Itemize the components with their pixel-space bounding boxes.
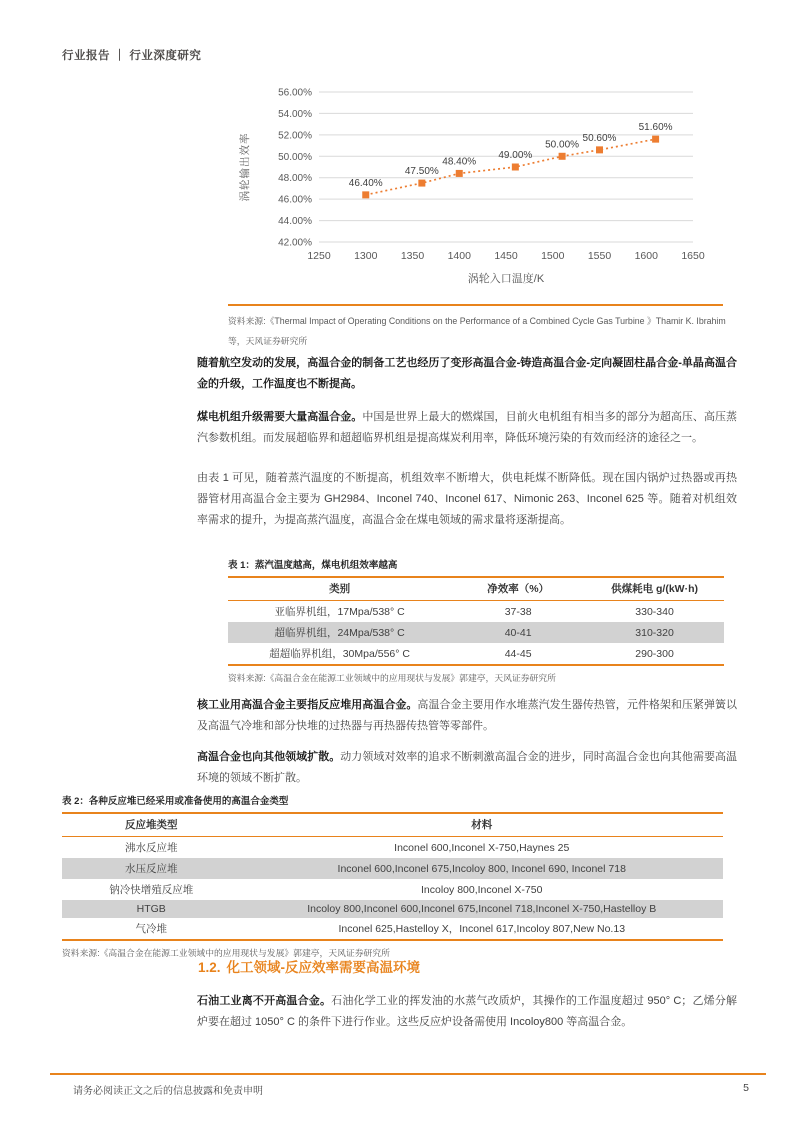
paragraph-petroleum [197, 991, 737, 1033]
paragraph-text: 石油化学工业的挥发油的水蒸气改质炉，其操作的工作温度超过 950° C；乙烯分解炉要在超过 1050° C 的条件下进行作业。这些反应炉设备需使用 Incoloy800 等高温合金。 [197, 995, 737, 1028]
table-2 [62, 812, 723, 941]
cell-category: 超超临界机组，30Mpa/556° C [269, 648, 410, 660]
data-label: 48.40% [442, 156, 477, 168]
data-label: 46.40% [348, 177, 383, 189]
y-tick-label: 56.00% [278, 87, 312, 99]
paragraph-steam-temperature [197, 468, 737, 531]
data-point-marker [362, 191, 369, 198]
x-axis-title: 涡轮入口温度/K [467, 273, 545, 285]
figure-source: 资料来源:《Thermal Impact of Operating Conditions on the Performance of a Combined Cycle Gas Turbine 》Thamir K. Ibrahim 等，天风证券研究所 [228, 316, 726, 346]
paragraph-lead: 煤电机组升级需要大量高温合金。 [197, 411, 363, 423]
data-label: 49.00% [498, 150, 533, 161]
y-tick-label: 54.00% [278, 108, 312, 120]
data-point-marker [596, 146, 603, 153]
cell-materials: Inconel 625,Hastelloy X，Inconel 617,Incoloy 807,New No.13 [338, 923, 626, 935]
table-1-source: 资料来源:《高温合金在能源工业领域中的应用现状与发展》郭建亭，天风证券研究所 [228, 673, 556, 683]
y-tick-label: 46.00% [278, 194, 312, 206]
paragraph-text: 由表 1 可见，随着蒸汽温度的不断提高，机组效率不断增大，供电耗煤不断降低。现在国内锅炉过热器或再热器管材用高温合金主要为 GH2984、Inconel 740、Inconel 617、Nimonic 263、Inconel 625 等。随着对机组效率需求的提升，为提高蒸汽温度，高温合金在煤电领域的需求量将逐渐提高。 [197, 472, 737, 526]
cell-materials: Inconel 600,Inconel X-750,Haynes 25 [394, 841, 570, 854]
section-heading-1-2 [198, 956, 420, 976]
table-row [62, 918, 723, 940]
y-tick-label: 48.00% [278, 173, 312, 185]
column-header: 净效率（%） [451, 577, 585, 601]
paragraph-nuclear [197, 695, 737, 737]
x-tick-label: 1650 [681, 250, 705, 262]
table-1-title: 表 1：蒸汽温度越高，煤电机组效率越高 [228, 560, 398, 571]
data-point-marker [559, 153, 566, 160]
table-row [62, 879, 723, 900]
y-tick-label: 50.00% [278, 151, 312, 163]
page-number: 5 [743, 1082, 749, 1094]
table-1-block [228, 557, 724, 684]
data-point-marker [652, 136, 659, 143]
x-tick-label: 1250 [307, 250, 331, 262]
x-tick-label: 1550 [587, 250, 612, 262]
data-point-marker [456, 170, 463, 177]
table-2-source: 资料来源:《高温合金在能源工业领域中的应用现状与发展》郭建亭，天风证券研究所 [62, 948, 390, 958]
data-label: 51.60% [638, 122, 673, 134]
paragraph-superalloy-process [197, 353, 737, 395]
column-header: 类别 [228, 577, 451, 601]
cell-coal-consumption: 330-340 [635, 605, 674, 618]
chart-svg [235, 84, 713, 299]
data-point-marker [418, 180, 425, 187]
page-header-title: 行业报告 ｜ 行业深度研究 [62, 50, 202, 62]
x-tick-label: 1400 [447, 250, 471, 262]
column-header: 供煤耗电 g/(kW·h) [585, 577, 724, 601]
x-tick-label: 1500 [541, 250, 565, 262]
paragraph-lead: 高温合金也向其他领域扩散。 [197, 751, 341, 763]
cell-materials: Incoloy 800,Inconel X-750 [421, 883, 543, 896]
paragraph-text: 随着航空发动的发展，高温合金的制备工艺也经历了变形高温合金-铸造高温合金-定向凝固柱晶合金-单晶高温合金的升级，工作温度也不断提高。 [197, 357, 737, 390]
section-title: 化工领域-反应效率需要高温环境 [226, 960, 421, 975]
cell-efficiency: 44-45 [504, 647, 532, 660]
cell-reactor-type: 沸水反应堆 [124, 842, 178, 854]
footer-divider [50, 1073, 766, 1075]
paragraph-coal-power [197, 407, 737, 449]
cell-coal-consumption: 310-320 [635, 626, 674, 639]
turbine-efficiency-chart [235, 84, 713, 299]
column-header: 材料 [240, 813, 723, 837]
section-number: 1.2. [198, 960, 221, 975]
table-row [228, 643, 724, 665]
cell-reactor-type: 钠冷快增殖反应堆 [109, 884, 194, 896]
paragraph-text: 中国是世界上最大的燃煤国，目前火电机组有相当多的部分为超高压、高压蒸汽参数机组。而发展超临界和超超临界机组是提高煤炭利用率，降低环境污染的有效而经济的途径之一。 [197, 411, 737, 444]
footer-disclaimer: 请务必阅读正文之后的信息披露和免责申明 [73, 1086, 263, 1097]
x-tick-label: 1350 [400, 250, 425, 262]
data-label: 47.50% [404, 166, 439, 178]
cell-reactor-type: 水压反应堆 [124, 863, 178, 875]
table-row [228, 601, 724, 623]
cell-materials: Inconel 600,Inconel 675,Incoloy 800, Inconel 690, Inconel 718 [337, 862, 626, 875]
table-row [62, 900, 723, 918]
paragraph-lead: 核工业用高温合金主要指反应堆用高温合金。 [197, 699, 418, 711]
y-tick-label: 52.00% [278, 130, 312, 142]
y-tick-label: 42.00% [278, 237, 312, 249]
table-1 [228, 576, 724, 666]
table-2-title: 表 2：各种反应堆已经采用或准备使用的高温合金类型 [62, 796, 289, 807]
x-tick-label: 1600 [634, 250, 658, 262]
data-point-marker [512, 164, 519, 171]
x-tick-label: 1450 [494, 250, 518, 262]
cell-materials: Incoloy 800,Inconel 600,Inconel 675,Inconel 718,Inconel X-750,Hastelloy B [307, 903, 657, 915]
cell-reactor-type: HTGB [136, 903, 166, 915]
cell-category: 亚临界机组，17Mpa/538° C [274, 606, 405, 618]
column-header: 反应堆类型 [62, 813, 240, 837]
paragraph-other-fields [197, 747, 737, 789]
paragraph-lead: 石油工业离不开高温合金。 [197, 995, 332, 1007]
cell-efficiency: 37-38 [504, 605, 532, 618]
table-header-row [62, 813, 723, 837]
y-axis-title: 涡轮输出效率 [239, 132, 251, 202]
data-label: 50.00% [545, 139, 580, 151]
table-2-block [62, 793, 723, 959]
y-tick-label: 44.00% [278, 216, 312, 228]
cell-coal-consumption: 290-300 [635, 647, 674, 660]
cell-reactor-type: 气冷堆 [135, 923, 167, 935]
table-row [228, 622, 724, 643]
data-label: 50.60% [582, 132, 617, 144]
cell-efficiency: 40-41 [504, 626, 532, 639]
cell-category: 超临界机组，24Mpa/538° C [274, 627, 405, 639]
x-tick-label: 1300 [354, 250, 378, 262]
paragraph-text: 高温合金主要用作水堆蒸汽发生器传热管，元件格架和压紧弹簧以及高温气冷堆和部分快堆的过热器与再热器传热管等零部件。 [197, 699, 738, 732]
paragraph-text: 动力领域对效率的追求不断刺激高温合金的进步，同时高温合金也向其他需要高温环境的领域不断扩散。 [197, 751, 738, 784]
figure-divider [228, 304, 723, 306]
table-header-row [228, 577, 724, 601]
table-row [62, 837, 723, 859]
table-row [62, 858, 723, 879]
